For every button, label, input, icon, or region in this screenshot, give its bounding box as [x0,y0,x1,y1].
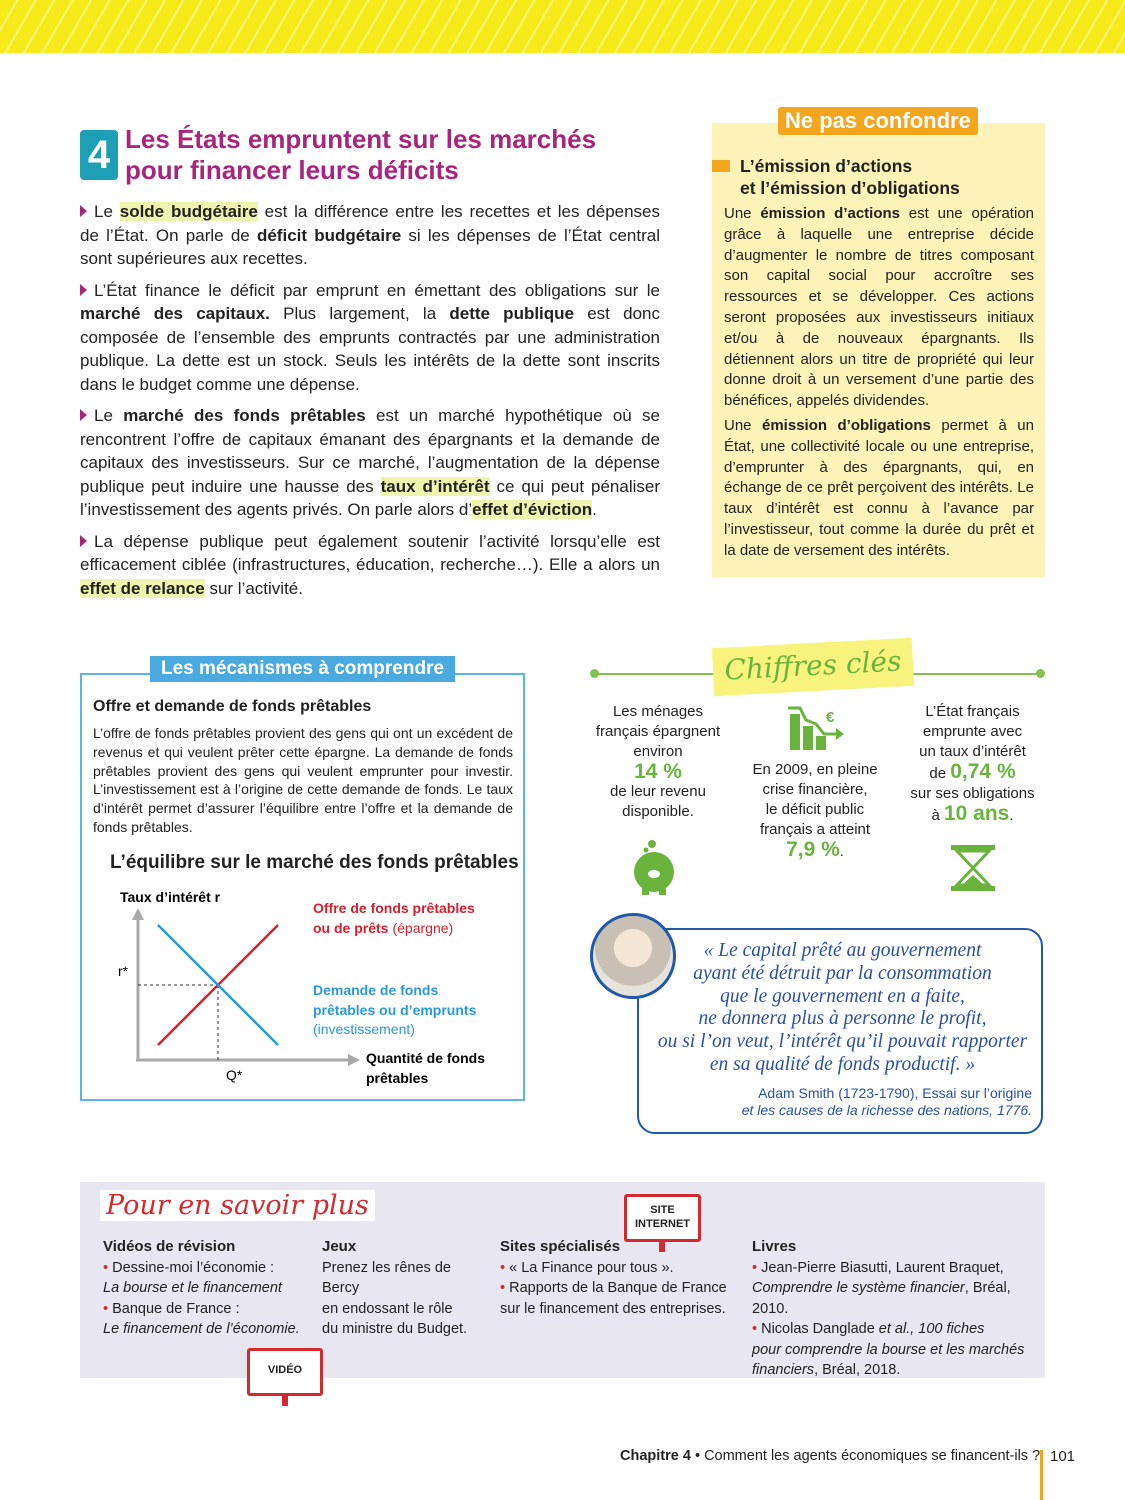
text: français épargnent [595,723,721,740]
text: un taux d’intérêt [919,743,1026,760]
text: à [931,807,944,824]
list-item: sur le financement des entreprises. [500,1300,726,1317]
list-item: Jean-Pierre Biasutti, Laurent Braquet, [761,1259,1004,1276]
chiffres-cles-title: Chiffres clés [712,638,914,696]
section-title [125,124,625,186]
text-segment: Une [724,416,762,434]
y-axis-arrow-icon [132,908,144,920]
title-line: Les États empruntent sur les marchés [125,124,597,154]
page-number: 101 [1050,1448,1076,1465]
triangle-bullet-icon [80,409,87,421]
key-figure-savings [588,702,728,822]
text-segment: ce qui peut pénaliser l’investissement des agents privés. On parle alors d’ [80,476,660,519]
key-figure-deficit [745,760,885,862]
key-term: émission d’actions [760,205,900,222]
text-segment: L’État finance le déficit par emprunt en émettant des obligations sur le [94,280,660,300]
supply-label: Offre de fonds prêtables ou de prêts (épargne) [313,900,475,936]
declining-chart-euro-icon [786,704,846,754]
text: Les ménages [612,703,704,720]
chart-title: L’équilibre sur le marché des fonds prêtables [110,852,519,873]
x-axis-label: Quantité de fonds prêtables [366,1050,485,1086]
figure-value: 10 ans [943,802,1010,825]
text: français a atteint [759,821,871,838]
main-text [80,200,660,608]
key-term: marché des fonds prêtables [123,406,366,425]
list-item: La bourse et le financement [103,1280,282,1296]
source-line: et les causes de la richesse des nations, 1776. [741,1102,1032,1118]
mecanismes-text: L’offre de fonds prêtables provient des gens qui ont un excédent de revenus et qui veulent prêter cette épargne. La demande de fonds prêtables provient des gens qui veulent emprunter pour investir. L’investissement est à l’origine de cette demande de fonds. Le taux d’intérêt permet d’assurer l’équilibre entre l’offre et la demande de fonds prêtables. [93,725,513,835]
title-line: pour financer leurs déficits [125,155,459,185]
divider [595,673,720,675]
monitor-stand-icon [659,1242,665,1252]
text: Prenez les rênes de Bercy [322,1259,451,1296]
text: de [929,765,951,782]
video-monitor-icon: VIDÉO [247,1348,323,1396]
quote-line: ne donnera plus à personne le profit, [698,1008,987,1030]
q-star-label: Q* [226,1067,243,1083]
text-segment: sur l’activité. [204,578,303,598]
confondre-text [724,204,1034,566]
quote-line: ou si l’on veut, l’intérêt qu’il pouvait rapporter [657,1031,1028,1053]
jeux-column [322,1237,492,1340]
text: disponible. [622,803,694,820]
videos-column: Vidéos de révision • Dessine-moi l’économie : La bourse et le financement • Banque de France : Le financement de l’économie. [103,1237,303,1340]
column-heading: Jeux [322,1238,357,1255]
text-segment: est donc composée de l’ensemble des emprunts contractés par une administration publique. La dette est un stock. Seuls les intérêts de la dette sont inscrits dans le budget comme une dépense. [80,304,660,394]
figure-value: 0,74 % [950,760,1016,783]
figure-value: 7,9 % [786,838,840,861]
book-title: financiers [752,1362,815,1378]
book-title: , 100 fiches [910,1321,985,1337]
chapter-label: Chapitre 4 [620,1448,691,1464]
paragraph [80,279,660,397]
text: , Bréal, 2010. [752,1280,1011,1317]
key-term: marché des capitaux. [80,304,270,323]
dot-icon [590,669,599,678]
text: du ministre du Budget. [322,1321,468,1337]
list-item: Banque de France : [112,1300,240,1317]
source-line: Adam Smith (1723-1790), Essai sur l’origine [758,1085,1032,1101]
website-monitor-icon: SITE INTERNET [624,1194,701,1242]
text: crise financière, [762,781,868,798]
list-item: « La Finance pour tous ». [509,1259,674,1276]
key-term: émission d’obligations [762,416,931,434]
column-heading: Sites spécialisés [500,1238,621,1255]
text-segment: est un marché hypothétique où se rencontrent l’offre de capitaux émanant des épargnants et la demande de capitaux des investisseurs. Sur ce marché, l’augmentation de la dépense publique peut induire une hausse des [80,406,660,496]
page-footer [620,1448,1040,1464]
text: emprunte avec [922,723,1023,740]
separator: • [690,1448,705,1464]
column-heading: Livres [752,1238,797,1255]
dot-icon [1036,669,1045,678]
text-segment: Le [94,406,124,425]
heading-line: et l’émission d’obligations [740,178,960,198]
column-heading: Vidéos de révision [103,1238,236,1255]
book-title: Comprendre le système financier [752,1280,965,1296]
text: en endossant le rôle [322,1300,453,1317]
mecanismes-tab: Les mécanismes à comprendre [150,656,455,682]
square-bullet-icon [712,160,730,172]
key-term: solde budgétaire [119,202,258,221]
hourglass-icon [948,843,998,893]
divider [910,673,1040,675]
paragraph [80,530,660,601]
figure-value: 14 % [634,760,682,783]
text-segment: est la différence entre les recettes et les dépenses de l’État. On parle de [80,202,661,245]
text-segment: Une [724,205,761,222]
text: et al. [878,1321,911,1337]
text: En 2009, en pleine [752,761,878,778]
paragraph [724,416,1034,562]
paragraph [724,204,1034,412]
book-title: pour comprendre la bourse et les marchés [752,1341,1025,1358]
monitor-stand-icon [282,1396,288,1406]
text-segment: La dépense publique peut également soutenir l’activité lorsqu’elle est efficacement ciblée (infrastructures, éducation, recherche…). Elle a alors un [80,531,660,574]
quote-line: ayant été détruit par la consommation [693,962,992,984]
key-figure-interest-rate [900,702,1045,826]
quote-line: « Le capital prêté au gouvernement [703,940,982,961]
list-item: Dessine-moi l’économie : [112,1259,275,1276]
triangle-bullet-icon [80,284,87,296]
footer-bar [1040,1450,1043,1500]
confondre-heading [740,155,1040,199]
text-segment: permet à un État, une collectivité locale ou une entreprise, d’emprunter à des épargnants, qui, en échange de ce prêt perçoivent des intérêts. Le taux d’intérêt est connu à l’avance par l’investisseur, tout comme la durée du prêt et la date de versement des intérêts. [724,416,1034,559]
piggy-bank-icon [630,838,678,896]
text: . [1009,807,1014,824]
x-axis-arrow-icon [348,1054,360,1066]
r-star-label: r* [118,963,129,979]
text: le déficit public [765,801,865,818]
key-term: taux d’intérêt [380,476,490,496]
pour-en-savoir-plus-title: Pour en savoir plus [100,1190,375,1221]
triangle-bullet-icon [80,535,87,547]
livres-column: Livres • Jean-Pierre Biasutti, Laurent Braquet, Comprendre le système financier, Bréal, 2010. • Nicolas Danglade et al., 100 fiches pour comprendre la bourse et les marchés financiers, Bréal, 2018. [752,1237,1042,1381]
text: sur ses obligations [910,785,1035,802]
quote-source [700,1085,1032,1119]
key-term: dette publique [449,304,575,323]
paragraph [80,200,660,271]
quote-line: en sa qualité de fonds productif. » [709,1053,976,1075]
text-segment: est une opération grâce à laquelle une entreprise décide d’augmenter le nombre de titres composant son capital social pour accroître ses ressources et se développer. Ces actions seront proposées aux investisseurs initiaux et/ou à de nouveaux épargnants. Ils détiennent alors un titre de propriété qui leur donne droit à un versement d’une partie des bénéfices, appelés dividendes. [724,205,1034,410]
text-segment: . [592,500,597,519]
loanable-funds-chart [90,880,510,1095]
text-segment: Plus largement, la [269,304,450,323]
chapter-title: Comment les agents économiques se financent-ils ? [704,1448,1041,1464]
text: , Bréal, 2018. [814,1362,901,1378]
text: . [839,843,844,860]
svg-text:€: € [826,709,835,726]
key-term: déficit budgétaire [256,225,402,245]
list-item: Rapports de la Banque de France [509,1280,727,1296]
list-item: Le financement de l’économie. [103,1321,300,1337]
mecanismes-heading: Offre et demande de fonds prêtables [93,698,372,715]
text: L’État français [925,703,1020,720]
top-decorative-band [0,0,1125,53]
heading-line: L’émission d’actions [740,156,913,176]
triangle-bullet-icon [80,205,87,217]
quote-line: que le gouvernement en a faite, [720,985,965,1007]
text-segment: si les dépenses de l’État central sont supérieures aux recettes. [80,225,661,268]
key-term: effet de relance [80,578,205,598]
quote-text [645,940,1040,1077]
section-number: 4 [80,130,118,180]
demand-label: Demande de fonds prêtables ou d’emprunts (investissement) [313,982,477,1037]
text-segment: Le [94,202,120,221]
ne-pas-confondre-tab: Ne pas confondre [778,107,978,135]
key-term: effet d’éviction [472,500,593,519]
sites-column: Sites spécialisés • « La Finance pour tous ». • Rapports de la Banque de France sur le financement des entreprises. [500,1237,740,1319]
text: environ [633,743,683,760]
paragraph [80,404,660,522]
list-item: Nicolas Danglade [761,1321,879,1337]
text: de leur revenu [610,783,706,800]
y-axis-label: Taux d’intérêt r [120,889,221,905]
